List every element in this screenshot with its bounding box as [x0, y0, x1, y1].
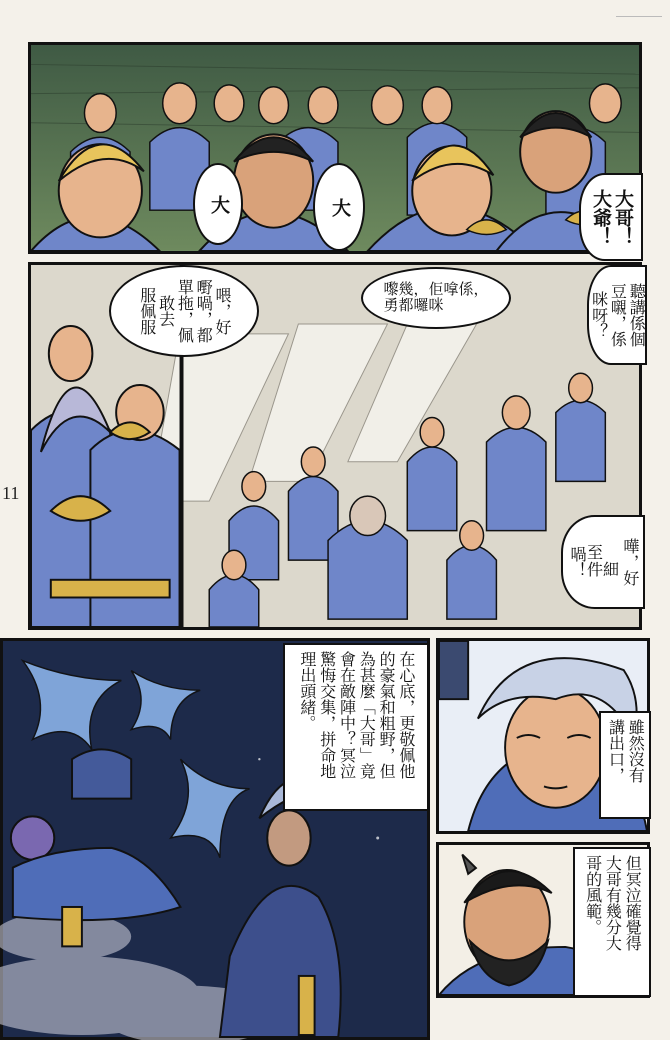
bubble-text: 聽講係個: [627, 283, 647, 347]
bubble-text: 至 件細: [586, 543, 620, 579]
bubble-text: 敢去: [156, 295, 176, 327]
caption-text: 但冥泣確覺得: [623, 855, 643, 951]
bubble-daye: [313, 163, 365, 251]
page-number: 11: [2, 483, 20, 503]
caption-text: 哥的風範。: [583, 855, 603, 935]
caption-text: 的豪氣和粗野，但: [377, 651, 397, 779]
bubble-dage-left: [193, 163, 243, 245]
bubble-text: 大哥！: [611, 188, 634, 246]
bubble-text: 服佩服: [137, 287, 157, 335]
bubble-text: 大爺！: [590, 188, 612, 246]
bubble-text: 大: [328, 197, 351, 217]
bubble-text: 嘢喎，都: [194, 279, 214, 343]
narration-caption-demeanor: [573, 847, 651, 997]
bubble-text: 大: [207, 194, 230, 214]
narration-caption-unspoken: [599, 711, 651, 819]
caption-text: 驚悔交集，拼命地: [317, 651, 337, 779]
narration-caption-main: [283, 643, 429, 811]
bubble-text: 喎！: [567, 546, 587, 578]
panel-3-night-battle: [0, 638, 430, 1040]
caption-text: 大哥有幾分大: [603, 855, 623, 951]
panel-2-brawl: [28, 262, 647, 630]
caption-text: 在心底，更敬佩他: [396, 651, 416, 779]
bubble-jeunggeui: [361, 267, 511, 329]
bubble-wei-danbei: [109, 265, 259, 357]
bubble-text: 嚟幾，佢嗱係， 勇都囉咪: [383, 280, 489, 314]
bubble-text: 豆嚫，係: [608, 283, 628, 347]
bubble-text: 嘩，好: [620, 538, 640, 586]
caption-text: 為甚麼「大哥」竟: [357, 651, 377, 779]
bubble-wah: [561, 515, 645, 609]
panel-5-dage-face: [436, 842, 650, 998]
panel-1-crowd: [28, 42, 642, 254]
bubble-text: 咪呀？: [589, 291, 609, 339]
bubble-text: 喂，好: [212, 287, 232, 335]
bubble-text: 單拖，佩: [175, 279, 195, 343]
bubble-dage-daye-right: [579, 173, 643, 261]
caption-text: 理出頭緒。: [297, 651, 317, 731]
caption-text: 講出口，: [606, 719, 626, 783]
bubble-teng: [587, 265, 647, 365]
caption-text: 會在敵陣中？冥泣: [337, 651, 357, 779]
caption-text: 雖然沒有: [626, 719, 646, 783]
panel-4-meng-qi-face: [436, 638, 650, 834]
corner-stamp: [616, 2, 662, 17]
